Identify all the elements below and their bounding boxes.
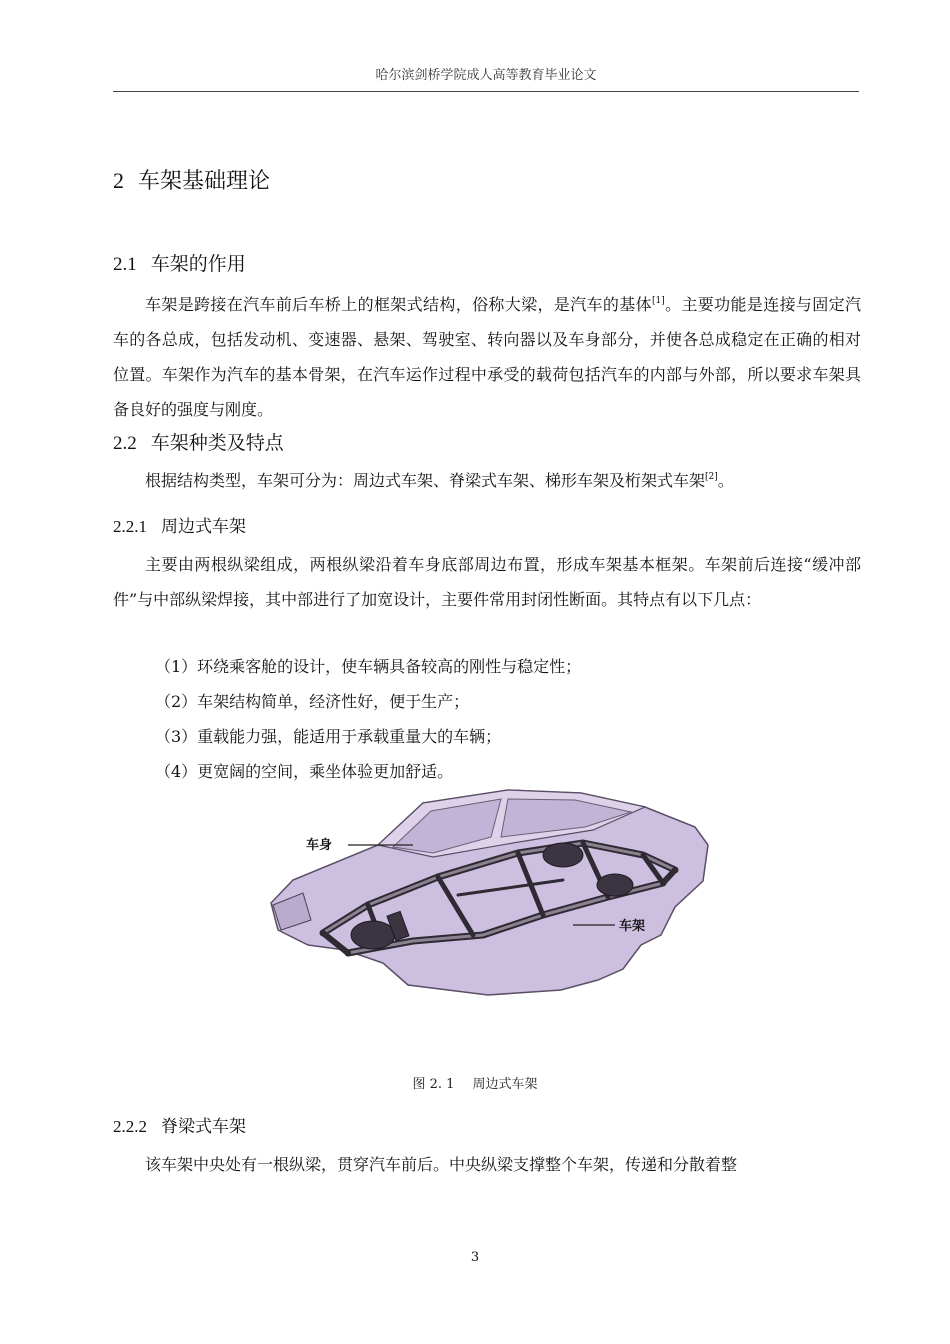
caption-number: 图 2. 1 [412,1077,455,1092]
section-2-1-heading [113,249,246,276]
paragraph-text: 。 [717,471,734,490]
chapter-heading [113,164,270,195]
section-number: 2.2.2 [113,1117,147,1136]
section-number: 2.2.1 [113,517,147,536]
paragraph-text: 车架是跨接在汽车前后车桥上的框架式结构，俗称大梁，是汽车的基体 [145,295,652,314]
section-2-2-1-heading [113,512,246,537]
page-number: 3 [470,1250,480,1265]
citation-ref: [1] [651,296,665,306]
section-title: 车架种类及特点 [150,432,284,454]
section-title: 脊梁式车架 [161,1117,246,1137]
chapter-number: 2 [113,168,124,193]
section-title: 周边式车架 [161,517,246,537]
section-2-2-2-heading [113,1112,246,1137]
section-2-2-heading [113,428,284,455]
list-item: （3）重载能力强，能适用于承载重量大的车辆； [155,727,502,746]
paragraph-text: 。主要功能是连接与固定汽车的各总成，包括发动机、变速器、悬架、驾驶室、转向器以及车身部分，并使各总成稳定在正确的相对位置。车架作为汽车的基本骨架，在汽车运作过程中承受的载荷包括汽车的内部与外部，所以要求车架具备良好的强度与刚度。 [113,295,861,419]
section-title: 车架的作用 [150,253,246,275]
page-header: 哈尔滨剑桥学院成人高等教育毕业论文 [113,64,859,92]
section-2-2-1-paragraph: 主要由两根纵梁组成，两根纵梁沿着车身底部周边布置，形成车架基本框架。车架前后连接“缓冲部件”与中部纵梁焊接，其中部进行了加宽设计，主要件常用封闭性断面。其特点有以下几点： [113,555,861,609]
label-body: 车身 [306,838,333,853]
list-item: （1）环绕乘客舱的设计，使车辆具备较高的刚性与稳定性； [155,657,582,676]
citation-ref: [2] [705,472,718,482]
car-frame-illustration [263,785,713,1015]
list-item: （4）更宽阔的空间，乘坐体验更加舒适。 [155,762,454,781]
section-number: 2.2 [113,433,137,454]
perimeter-frame-figure [263,785,713,1015]
list-item: （2）车架结构简单，经济性好，便于生产； [155,692,470,711]
label-frame: 车架 [619,919,646,934]
caption-title: 周边式车架 [472,1077,538,1092]
figure-caption [0,1073,950,1092]
section-2-1-paragraph [113,287,861,427]
chapter-title: 车架基础理论 [138,169,271,194]
feature-list [155,649,581,789]
section-number: 2.1 [113,254,137,275]
section-2-2-paragraph [113,463,861,498]
paragraph-text: 根据结构类型，车架可分为：周边式车架、脊梁式车架、梯形车架及桁架式车架 [145,471,706,490]
section-2-2-2-paragraph: 该车架中央处有一根纵梁，贯穿汽车前后。中央纵梁支撑整个车架，传递和分散着整 [145,1155,738,1174]
